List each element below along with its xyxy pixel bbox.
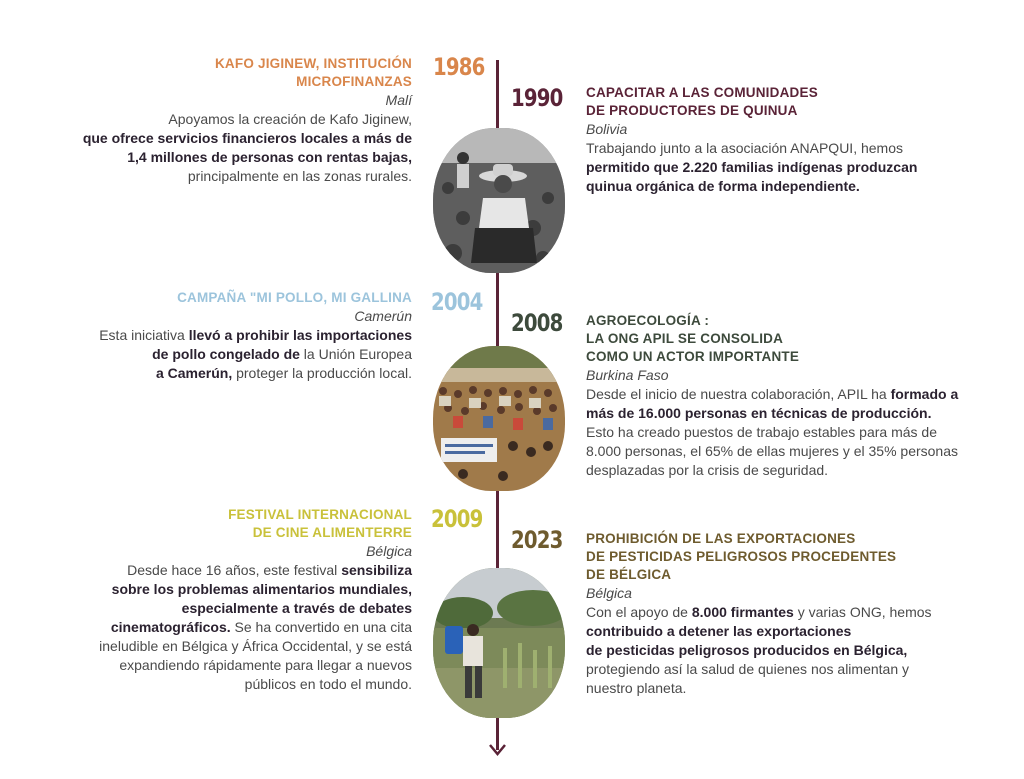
event-country: Bélgica (366, 543, 412, 559)
text-line: protegiendo así la salud de quienes nos alimentan y (586, 661, 909, 677)
event-title (40, 289, 412, 307)
text-span: Se ha convertido en una cita (230, 619, 412, 635)
year-2009: 2009 (431, 505, 483, 533)
bold-text: llevó a prohibir las importaciones (188, 327, 412, 343)
event-title (586, 84, 1006, 120)
text-line: Trabajando junto a la asociación ANAPQUI, hemos (586, 140, 903, 156)
bold-text: sobre los problemas alimentarios mundiales, (111, 581, 412, 597)
text-line: 8.000 personas, el 65% de ellas mujeres y el 35% personas (586, 443, 958, 459)
title-line: DE PRODUCTORES DE QUINUA (586, 103, 798, 118)
event-title (586, 530, 1006, 584)
bold-text: 8.000 firmantes (691, 604, 794, 620)
text-span: Desde el inicio de nuestra colaboración, APIL ha (586, 386, 891, 402)
title-line: KAFO JIGINEW, INSTITUCIÓN (214, 56, 412, 71)
bold-text: a Camerún, (155, 365, 233, 381)
title-line: CAMPAÑA "MI POLLO, MI GALLINA (177, 290, 412, 305)
event-title (40, 506, 412, 542)
timeline-arrow-icon (489, 743, 506, 757)
text-line (40, 618, 412, 637)
text-line: ineludible en Bélgica y África Occidental, y se está (99, 638, 412, 654)
pesticide-sprayer-photo (433, 568, 565, 718)
text-line (586, 385, 1006, 404)
bold-text: que ofrece servicios financieros locales a más de (82, 130, 412, 146)
event-country: Camerún (354, 308, 412, 324)
bold-text: formado a (890, 386, 959, 402)
text-span: Esta iniciativa (99, 327, 189, 343)
event-2004 (40, 289, 412, 383)
text-line (40, 345, 412, 364)
event-country: Malí (385, 92, 412, 108)
quinoa-farmers-photo (433, 128, 565, 273)
title-line: CAPACITAR A LAS COMUNIDADES (586, 85, 818, 100)
bold-text: quinua orgánica de forma independiente. (586, 178, 860, 194)
title-line: MICROFINANZAS (296, 74, 412, 89)
bold-text: sensibiliza (341, 562, 412, 578)
bold-text: cinematográficos. (110, 619, 231, 635)
text-line: expandiendo rápidamente para llegar a nuevos (119, 657, 412, 673)
event-title (40, 55, 412, 91)
event-2009 (40, 506, 412, 694)
text-line: Esto ha creado puestos de trabajo estables para más de (586, 424, 937, 440)
text-line (40, 326, 412, 345)
text-line (586, 603, 1006, 622)
bold-text: más de 16.000 personas en técnicas de producción. (586, 405, 932, 421)
event-2008 (586, 312, 1006, 480)
year-1986: 1986 (433, 53, 485, 81)
event-country: Burkina Faso (586, 367, 669, 383)
title-line: PROHIBICIÓN DE LAS EXPORTACIONES (586, 531, 856, 546)
text-line: principalmente en las zonas rurales. (187, 168, 412, 184)
bold-text: permitido que 2.220 familias indígenas produzcan (586, 159, 918, 175)
text-span: Con el apoyo de (586, 604, 692, 620)
title-line: AGROECOLOGÍA : (586, 313, 710, 328)
text-line: públicos en todo el mundo. (244, 676, 412, 692)
title-line: COMO UN ACTOR IMPORTANTE (586, 349, 800, 364)
year-2004: 2004 (431, 288, 483, 316)
event-country: Bolivia (586, 121, 628, 137)
year-1990: 1990 (511, 84, 563, 112)
text-line: Apoyamos la creación de Kafo Jiginew, (168, 111, 412, 127)
event-1986 (40, 55, 412, 186)
text-span: Desde hace 16 años, este festival (127, 562, 342, 578)
event-title (586, 312, 1006, 366)
event-1990 (586, 84, 1006, 196)
title-line: DE BÉLGICA (586, 567, 672, 582)
bold-text: de pollo congelado de (152, 346, 300, 362)
title-line: FESTIVAL INTERNACIONAL (228, 507, 412, 522)
event-2023 (586, 530, 1006, 698)
text-line (40, 364, 412, 383)
text-line: desplazadas por la crisis de seguridad. (586, 462, 829, 478)
title-line: DE PESTICIDAS PELIGROSOS PROCEDENTES (586, 549, 897, 564)
farmers-march-photo (433, 346, 565, 491)
year-2023: 2023 (511, 526, 563, 554)
title-line: DE CINE ALIMENTERRE (252, 525, 412, 540)
year-2008: 2008 (511, 309, 563, 337)
bold-text: contribuido a detener las exportaciones (586, 623, 852, 639)
bold-text: especialmente a través de debates (181, 600, 412, 616)
bold-text: de pesticidas peligrosos producidos en Bélgica, (586, 642, 908, 658)
text-line (40, 561, 412, 580)
event-country: Bélgica (586, 585, 632, 601)
title-line: LA ONG APIL SE CONSOLIDA (586, 331, 784, 346)
text-span: la Unión Europea (299, 346, 412, 362)
text-span: y varias ONG, hemos (793, 604, 932, 620)
bold-text: 1,4 millones de personas con rentas bajas, (127, 149, 412, 165)
text-span: proteger la producción local. (232, 365, 412, 381)
text-line: nuestro planeta. (586, 680, 687, 696)
